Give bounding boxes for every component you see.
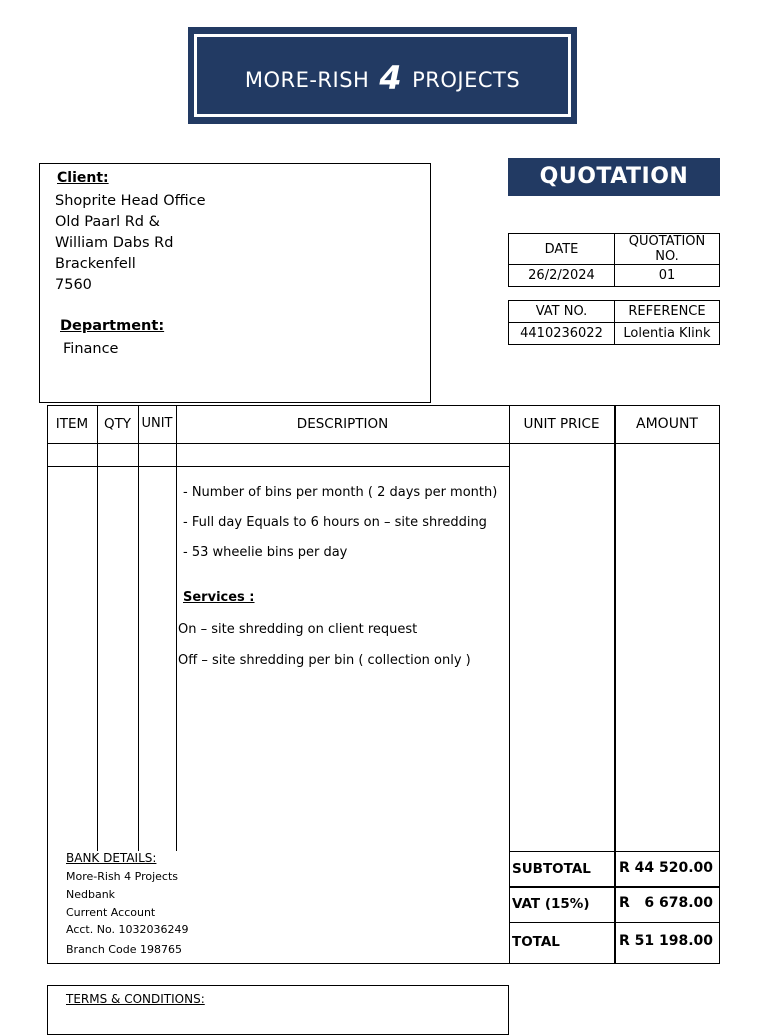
services-label: Services :: [183, 590, 255, 605]
logo-text: [197, 57, 568, 95]
service-item: On – site shredding on client request: [178, 622, 418, 637]
vat-value: 4410236022: [509, 323, 615, 345]
logo-suffix: PROJECTS: [412, 68, 521, 92]
client-address-line: 7560: [55, 277, 92, 293]
bank-details-label: BANK DETAILS:: [66, 851, 157, 865]
bank-details: [66, 868, 188, 959]
subtotal-label: SUBTOTAL: [512, 861, 591, 877]
first-row-divider: [47, 466, 509, 467]
client-address: [55, 191, 206, 296]
header-amount: AMOUNT: [636, 416, 698, 432]
col-divider-unit-price: [614, 405, 616, 964]
description-line: - Full day Equals to 6 hours on – site shredding: [183, 515, 487, 530]
terms-label: TERMS & CONDITIONS:: [66, 992, 205, 1006]
subtotal-value: R 44 520.00: [619, 860, 714, 876]
vat-total-value: R 6 678.00: [619, 895, 714, 911]
bank-detail-line: More-Rish 4 Projects: [66, 870, 178, 883]
client-address-line: Shoprite Head Office: [55, 193, 206, 209]
description-line: - Number of bins per month ( 2 days per month): [183, 485, 498, 500]
quotation-number-value: 01: [615, 265, 720, 287]
date-quote-table: [508, 233, 720, 287]
vat-label: VAT NO.: [509, 301, 615, 323]
company-logo: [188, 27, 577, 124]
col-divider-description: [509, 405, 510, 964]
department-value: Finance: [63, 341, 119, 357]
terms-box: [47, 985, 509, 1035]
bank-detail-line: Current Account: [66, 905, 156, 919]
client-label: Client:: [57, 170, 109, 186]
client-address-line: Brackenfell: [55, 256, 136, 272]
service-item: Off – site shredding per bin ( collection only ): [178, 653, 471, 668]
header-unit-price: UNIT PRICE: [523, 416, 600, 432]
reference-value: Lolentia Klink: [615, 323, 720, 345]
total-label: TOTAL: [512, 934, 560, 950]
col-divider-item: [97, 405, 98, 851]
logo-prefix: MORE-RISH: [244, 68, 370, 92]
client-address-line: Old Paarl Rd &: [55, 214, 160, 230]
quotation-number-label: QUOTATION NO.: [615, 234, 720, 265]
header-unit: UNIT: [141, 416, 173, 431]
bank-detail-line: Branch Code 198765: [66, 943, 182, 957]
date-label: DATE: [509, 234, 615, 265]
vat-total-label: VAT (15%): [512, 896, 590, 912]
department-label: Department:: [60, 318, 165, 334]
header-item: ITEM: [55, 416, 89, 432]
header-divider: [47, 443, 720, 444]
client-box: [39, 163, 431, 403]
header-description: DESCRIPTION: [296, 416, 389, 432]
logo-frame: [194, 34, 571, 117]
col-divider-qty: [138, 405, 139, 851]
client-address-line: William Dabs Rd: [55, 235, 174, 251]
date-value: 26/2/2024: [509, 265, 615, 287]
bank-detail-line: Nedbank: [66, 887, 116, 901]
reference-label: REFERENCE: [615, 301, 720, 323]
total-value: R 51 198.00: [619, 933, 714, 949]
description-line: - 53 wheelie bins per day: [183, 545, 348, 560]
logo-number: 4: [379, 59, 403, 97]
quotation-title: QUOTATION: [508, 158, 720, 196]
header-qty: QTY: [103, 416, 132, 432]
vat-reference-table: [508, 300, 720, 345]
col-divider-unit: [176, 405, 177, 851]
bank-detail-line: Acct. No. 1032036249: [66, 923, 189, 937]
